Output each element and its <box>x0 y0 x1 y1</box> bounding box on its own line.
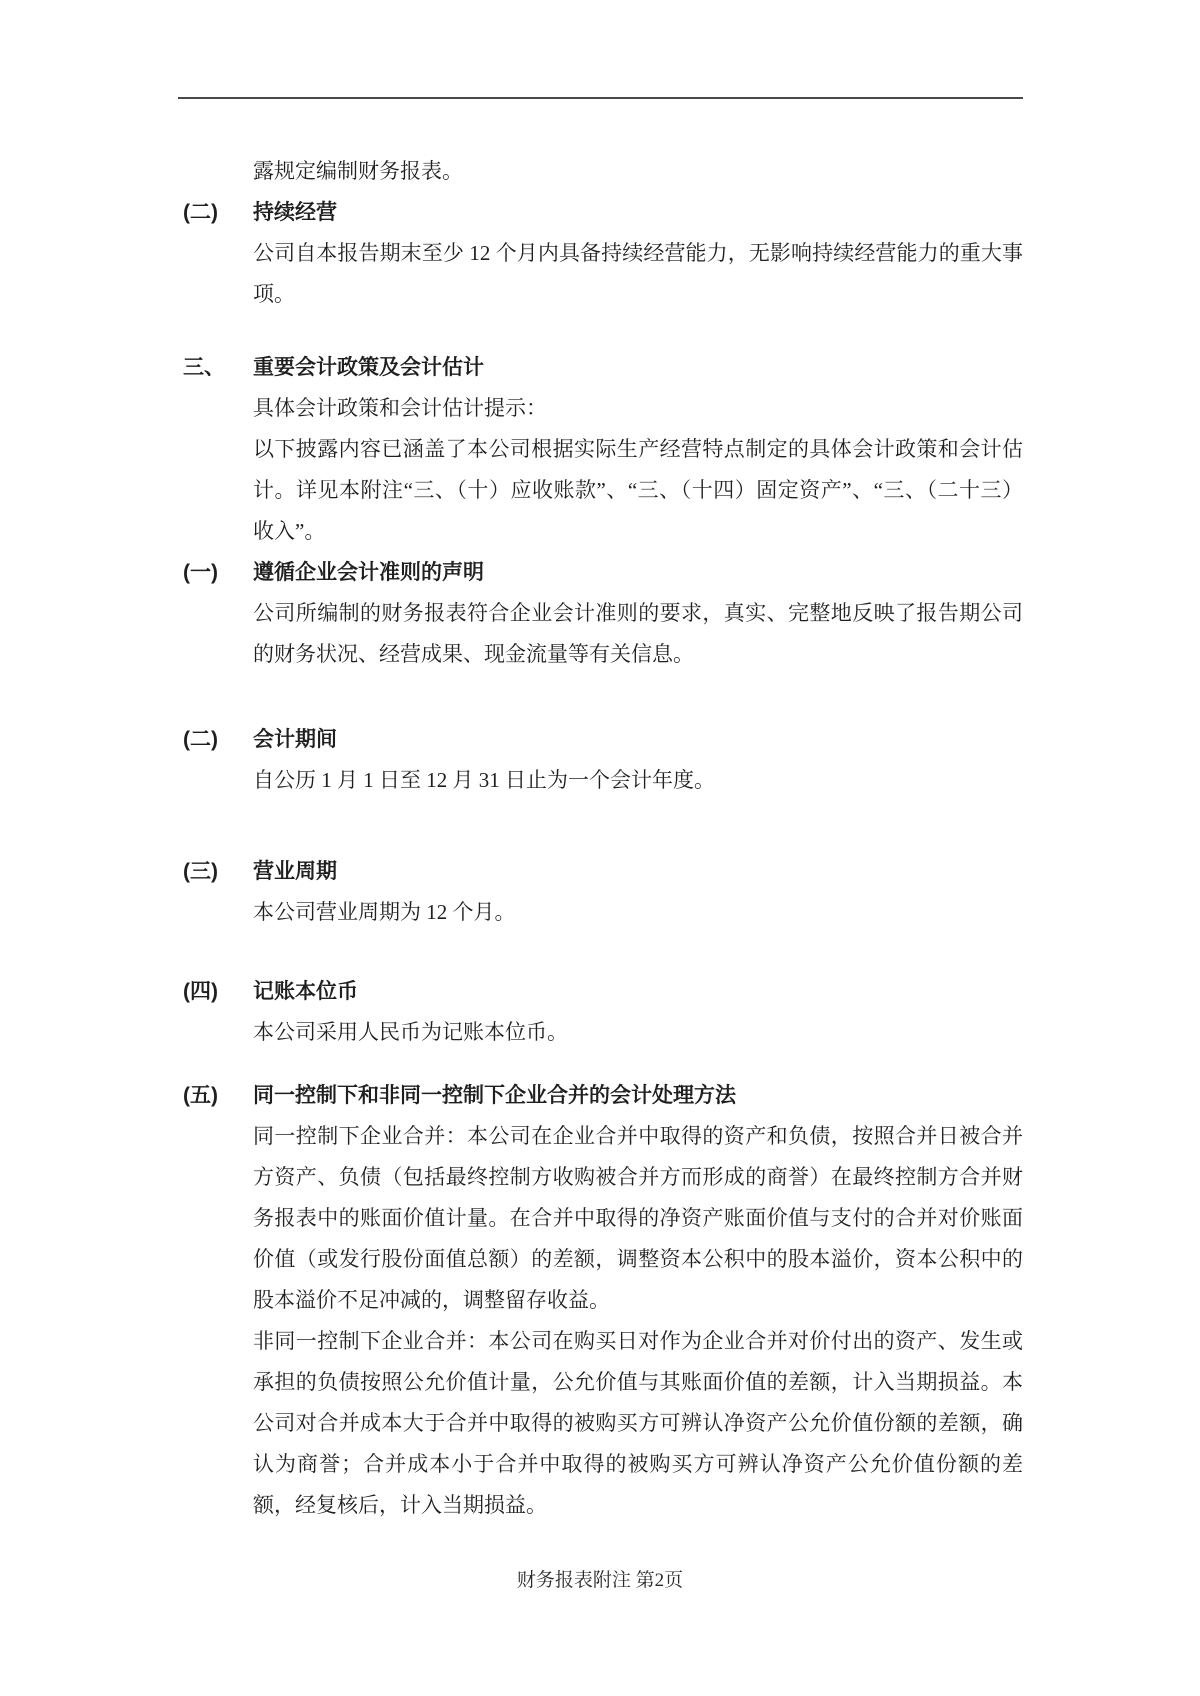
paragraph: 以下披露内容已涵盖了本公司根据实际生产经营特点制定的具体会计政策和会计估计。详见本附注“三、（十）应收账款”、“三、（十四）固定资产”、“三、（二十三）收入”。 <box>253 437 1023 543</box>
section-number: (三) <box>183 860 218 883</box>
paragraph: 非同一控制下企业合并：本公司在购买日对作为企业合并对价付出的资产、发生或承担的负债按照公允价值计量，公允价值与其账面价值的差额，计入当期损益。本公司对合并成本大于合并中取得的被购买方可辨认净资产公允价值份额的差额，确认为商誉；合并成本小于合并中取得的被购买方可辨认净资产公允价值份额的差额，经复核后，计入当期损益。 <box>253 1329 1023 1517</box>
continuation-block <box>183 151 1023 192</box>
section-number: (五) <box>183 1084 218 1107</box>
paragraph: 本公司采用人民币为记账本位币。 <box>253 1020 568 1044</box>
section-number: (四) <box>183 980 218 1003</box>
section-body <box>253 552 1023 675</box>
document-content <box>183 151 1023 1526</box>
section-number: (二) <box>183 201 218 224</box>
section-body <box>253 347 1023 552</box>
chapter-title: 重要会计政策及会计估计 <box>253 356 484 379</box>
section-title: 同一控制下和非同一控制下企业合并的会计处理方法 <box>253 1084 736 1107</box>
page-footer: 财务报表附注 第2页 <box>516 1570 684 1591</box>
paragraph: 公司所编制的财务报表符合企业会计准则的要求，真实、完整地反映了报告期公司的财务状况、经营成果、现金流量等有关信息。 <box>253 601 1023 666</box>
section-body <box>253 719 1023 801</box>
section-title: 会计期间 <box>253 728 337 751</box>
section-accounting-period <box>183 719 1023 801</box>
section-number: (二) <box>183 728 218 751</box>
section-functional-currency <box>183 971 1023 1053</box>
paragraph: 同一控制下企业合并：本公司在企业合并中取得的资产和负债，按照合并日被合并方资产、负债（包括最终控制方收购被合并方而形成的商誉）在最终控制方合并财务报表中的账面价值计量。在合并中取得的净资产账面价值与支付的合并对价账面价值（或发行股份面值总额）的差额，调整资本公积中的股本溢价，资本公积中的股本溢价不足冲减的，调整留存收益。 <box>253 1124 1023 1312</box>
paragraph: 本公司营业周期为 12 个月。 <box>253 900 516 924</box>
section-number: (一) <box>183 561 218 584</box>
paragraph: 自公历 1 月 1 日至 12 月 31 日止为一个会计年度。 <box>253 768 715 792</box>
section-body <box>253 971 1023 1053</box>
paragraph: 公司自本报告期末至少 12 个月内具备持续经营能力，无影响持续经营能力的重大事项。 <box>253 241 1023 306</box>
chapter-accounting-policies <box>183 347 1023 552</box>
chapter-number: 三、 <box>183 356 225 379</box>
section-operating-cycle <box>183 851 1023 933</box>
section-compliance-statement <box>183 552 1023 675</box>
section-body <box>253 851 1023 933</box>
section-title: 持续经营 <box>253 201 337 224</box>
paragraph: 具体会计政策和会计估计提示： <box>253 396 547 420</box>
section-title: 营业周期 <box>253 860 337 883</box>
header-rule <box>178 97 1023 99</box>
section-going-concern <box>183 192 1023 315</box>
section-title: 记账本位币 <box>253 980 358 1003</box>
section-business-combinations <box>183 1075 1023 1526</box>
section-body <box>253 151 1023 192</box>
section-title: 遵循企业会计准则的声明 <box>253 561 484 584</box>
section-body <box>253 192 1023 315</box>
section-body <box>253 1075 1023 1526</box>
paragraph-continuation: 露规定编制财务报表。 <box>253 159 463 183</box>
